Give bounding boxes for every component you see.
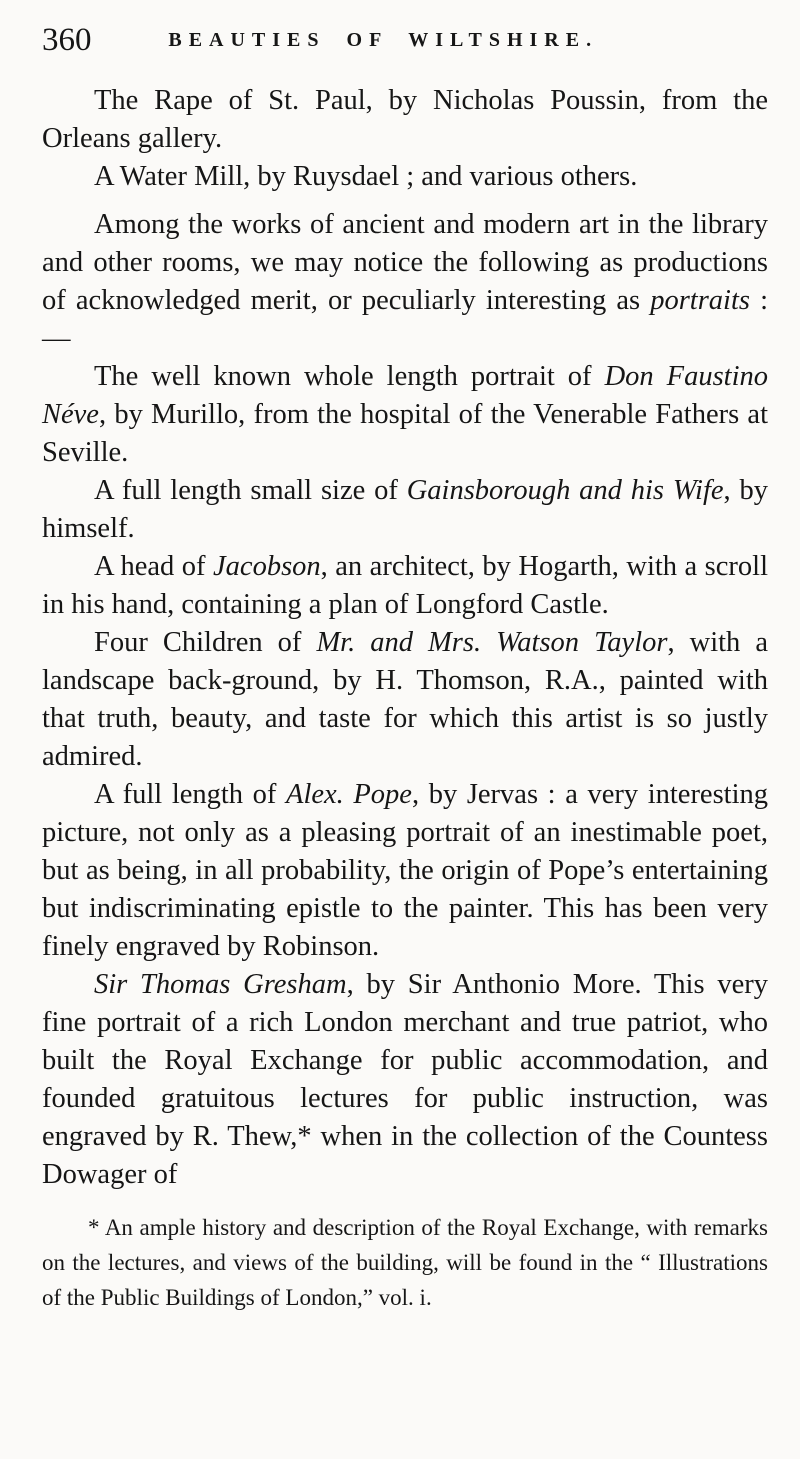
text-run: , with a landscape back-ground, by H. Thomson, R.A., painted with that truth, beauty, and taste for which this artist is so justly admired. [42, 627, 768, 772]
text-run: , by Murillo, from the hospital of the Venerable Fathers at Seville. [42, 399, 768, 468]
italic-text-run: Jacobson [213, 551, 321, 582]
text-run: , an architect, by Hogarth, with a scroll in his hand, containing a plan of Longford Castle. [42, 551, 768, 620]
page-number: 360 [42, 22, 92, 58]
footnote [42, 1210, 768, 1315]
running-title: BEAUTIES OF WILTSHIRE. [168, 29, 599, 51]
page-header [42, 20, 768, 68]
italic-text-run: Alex. Pope [286, 779, 412, 810]
italic-text-run: Don Faustino Néve [42, 361, 768, 430]
text-run: , by himself. [42, 475, 769, 544]
paragraph [42, 548, 768, 624]
paragraph [42, 472, 768, 548]
italic-text-run: Mr. and Mrs. Watson Taylor [316, 627, 668, 658]
paragraph [42, 358, 768, 472]
text-run: Four Children of [94, 627, 317, 658]
paragraph [42, 206, 768, 358]
text-run: The well known whole length portrait of [94, 361, 605, 392]
italic-text-run: Gainsborough and his Wife [406, 475, 724, 506]
text-run: Among the works of ancient and modern art in the library and other rooms, we may notice the following as productions of acknowledged merit, or peculiarly interesting as [42, 209, 768, 316]
text-run: , by Jervas : a very interesting picture, not only as a pleasing portrait of an inestimable poet, but as being, in all probability, the origin of Pope’s entertaining but indiscriminating epistle to the painter. This has been very finely engraved by Robinson. [42, 779, 769, 962]
paragraph [42, 966, 768, 1194]
paragraph [42, 82, 768, 158]
text-run: A full length small size of [94, 475, 407, 506]
italic-text-run: portraits [650, 285, 750, 316]
paragraph [42, 776, 768, 966]
footnote-text: * An ample history and description of the Royal Exchange, with remarks on the lectures, and views of the building, will be found in the “ Illustrations of the Public Buildings of London,” vol. i. [42, 1215, 768, 1310]
body-text [42, 82, 768, 1194]
text-run: , by Sir Anthonio More. This very fine portrait of a rich London merchant and true patriot, who built the Royal Exchange for public accommodation, and founded gratuitous lectures for public instruction, was engraved by R. Thew,* when in the collection of the Countess Dowager of [42, 969, 768, 1190]
text-run: A head of [94, 551, 214, 582]
paragraph [42, 158, 768, 196]
text-run: The Rape of St. Paul, by Nicholas Poussin, from the Orleans gallery. [42, 85, 768, 154]
text-run: A full length of [94, 779, 287, 810]
text-run: A Water Mill, by Ruysdael ; and various others. [94, 161, 638, 192]
italic-text-run: Sir Thomas Gresham [94, 969, 347, 1000]
text-run: :— [42, 285, 769, 354]
paragraph [42, 624, 768, 776]
